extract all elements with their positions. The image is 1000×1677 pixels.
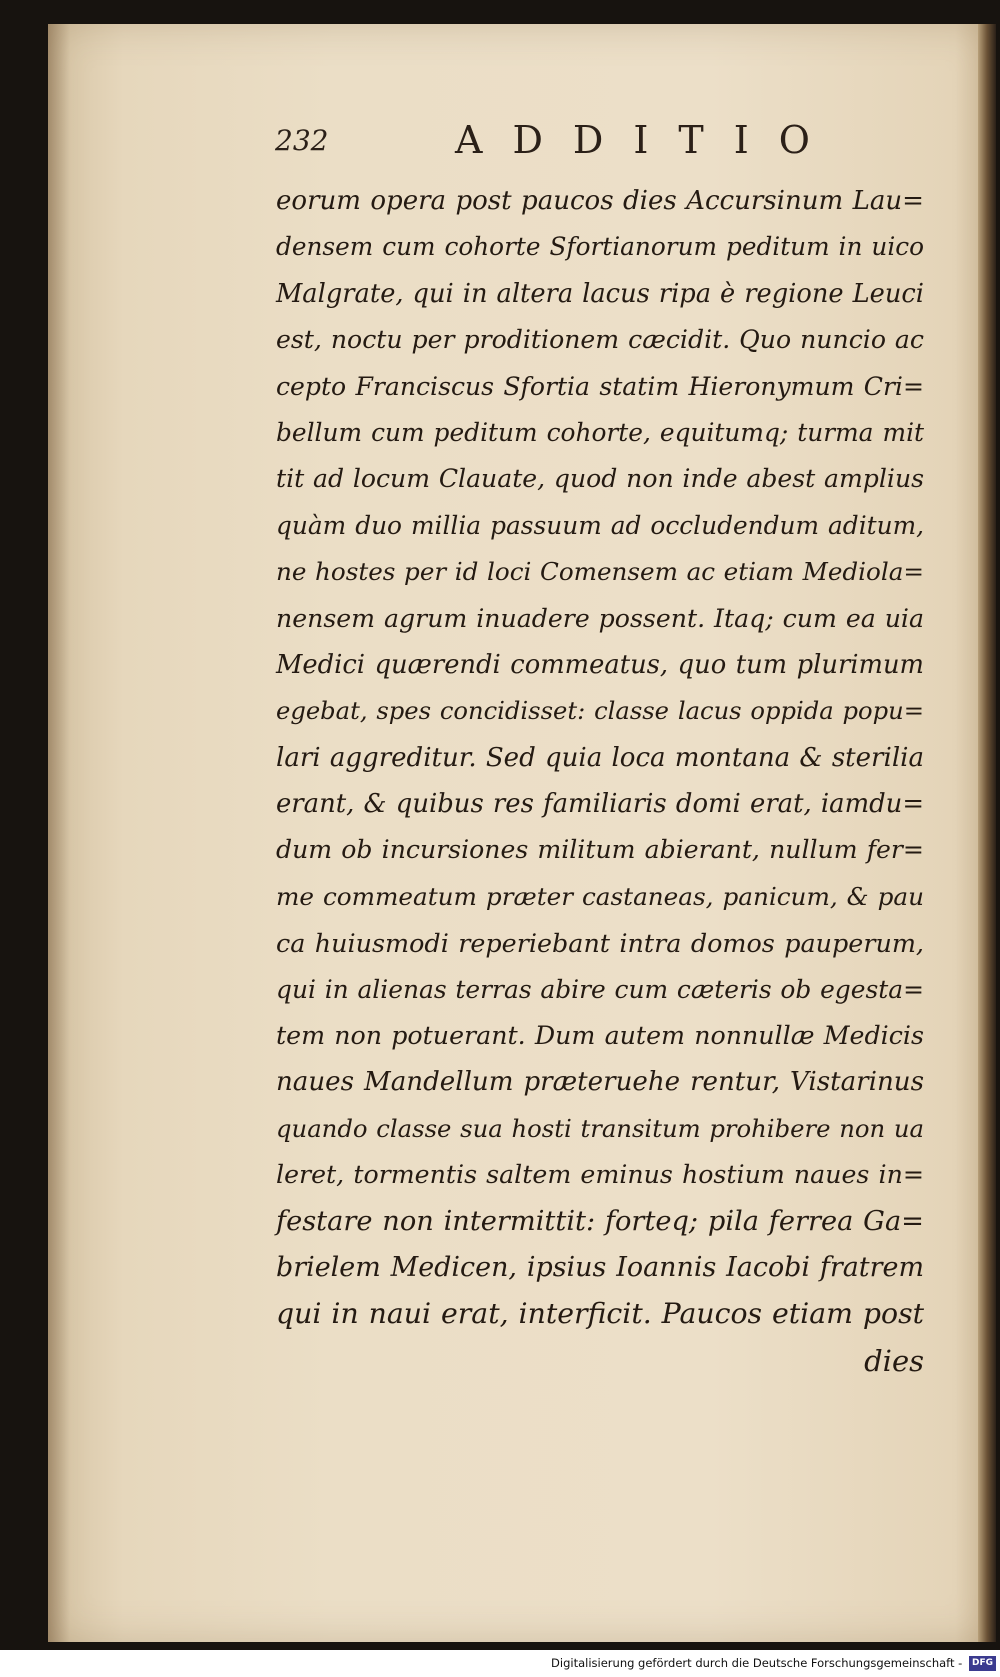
text-line: quando classe sua hosti transitum prohibere non ua [276,1113,924,1143]
catchword: dies [864,1343,924,1378]
digitization-credit [0,1652,996,1674]
text-line: qui in naui erat, interficit. Paucos etiam post [276,1297,924,1331]
text-line: quàm duo millia passuum ad occludendum aditum, [276,510,924,540]
text-line: qui in alienas terras abire cum cæteris ob egesta= [276,974,924,1004]
credit-text: Digitalisierung gefördert durch die Deutsche Forschungsgemeinschaft - [551,1656,963,1670]
page-gutter-shadow [48,24,70,1642]
text-line: tem non potuerant. Dum autem nonnullæ Medicis [276,1021,924,1051]
text-line: nensem agrum inuadere possent. Itaq; cum ea uia [276,603,924,633]
text-line: ca huiusmodi reperiebant intra domos pauperum, [276,928,924,959]
text-line: cepto Franciscus Sfortia statim Hieronymum Cri= [276,371,924,401]
text-line: eorum opera post paucos dies Accursinum Lau= [276,186,924,216]
text-line: erant, & quibus res familiaris domi erat, iamdu= [276,789,924,820]
page-header [275,118,840,168]
text-line: est, noctu per proditionem cæcidit. Quo nuncio ac [276,325,924,355]
text-line: bellum cum peditum cohorte, equitumq; turma mit [276,417,924,447]
body-text [276,178,924,1384]
text-line: leret, tormentis saltem eminus hostium naues in= [276,1160,924,1190]
text-line: dum ob incursiones militum abierant, nullum fer= [276,835,924,865]
text-line: tit ad locum Clauate, quod non inde abest amplius [276,464,924,494]
text-line: lari aggreditur. Sed quia loca montana & sterilia [276,742,924,773]
text-line: ne hostes per id loci Comensem ac etiam Mediola= [276,557,924,587]
text-line: brielem Medicen, ipsius Ioannis Iacobi fratrem [276,1251,924,1283]
text-line: densem cum cohorte Sfortianorum peditum in uico [276,232,924,262]
text-line: festare non intermittit: forteq; pila ferrea Ga= [276,1205,924,1237]
text-line: egebat, spes concidisset: classe lacus oppida popu= [276,697,924,726]
text-line: Medici quærendi commeatus, quo tum plurimum [276,649,924,680]
running-title: ADDITIO [455,118,840,162]
page-number: 232 [275,124,329,157]
page-edge [978,24,996,1642]
text-line: me commeatum præter castaneas, panicum, & pau [276,881,924,911]
dfg-logo: DFG [969,1656,996,1671]
text-line: naues Mandellum præteruehe rentur, Vistarinus [276,1067,924,1098]
text-line: Malgrate, qui in altera lacus ripa è regione Leuci [276,278,924,309]
